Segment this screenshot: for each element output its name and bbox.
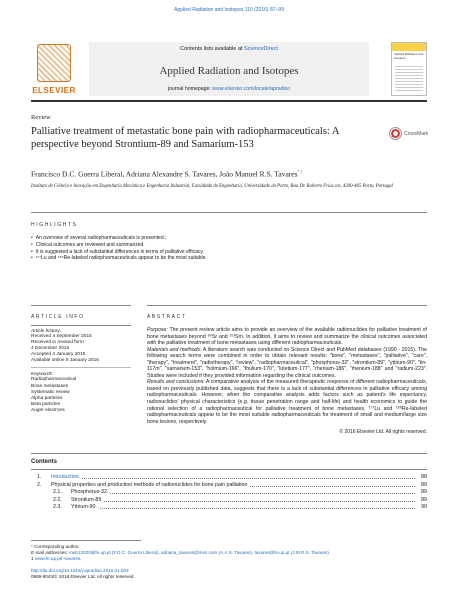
- highlight-item: • It is suggested a lack of substantial differences in terms of palliative efficacy.: [31, 249, 427, 256]
- journal-title: Applied Radiation and Isotopes: [159, 65, 299, 77]
- methods-label: Materials and methods:: [147, 346, 202, 353]
- highlight-item: • An overview of several radiopharmaceuticals is presented.;: [31, 235, 427, 242]
- elsevier-logo[interactable]: [31, 42, 77, 96]
- abstract-heading: ABSTRACT: [147, 314, 187, 320]
- toc-page: 89: [421, 489, 427, 495]
- toc-entry[interactable]: [31, 497, 427, 505]
- toc-number: 1.: [37, 474, 42, 480]
- article-info-column: [31, 314, 131, 414]
- keyword: Radiopharmaceutical: [31, 377, 77, 383]
- toc-page: 90: [421, 504, 427, 510]
- crossmark-icon: [389, 127, 402, 140]
- highlight-item: • ¹⁷⁷Lu and ¹⁸⁸Re-labeled radiopharmaceuticals appear to be the most suitable.: [31, 255, 427, 262]
- toc-number: 2.: [37, 481, 42, 488]
- publisher-name: ELSEVIER: [32, 86, 76, 95]
- abstract-divider: [147, 305, 427, 306]
- purpose-text: The present review article aims to provide an overview of the available radionuclides for palliative treatment of bone metastases beyond ⁸⁹Sr and ¹⁵³Sm. In addition, it aims to review and summarize the clinical outcomes associated with the palliative treatment of bone metastases using different radiopharmaceuticals.: [147, 327, 427, 347]
- journal-homepage-line: [89, 86, 369, 92]
- url-mark: 1: [31, 556, 35, 561]
- footnote-rule: [31, 540, 141, 541]
- highlight-item: • Clinical outcomes are reviewed and summarized.: [31, 242, 427, 249]
- toc-link[interactable]: Phosphorus-32.: [71, 489, 109, 495]
- homepage-footnote: [31, 556, 331, 562]
- history-line: Received 4 September 2015: [31, 334, 92, 339]
- contents-divider: [31, 453, 427, 454]
- doi-link[interactable]: http://dx.doi.org/10.1016/j.apradiso.2016.01.003: [31, 568, 129, 573]
- author-list: [31, 169, 427, 179]
- journal-reference[interactable]: Applied Radiation and Isotopes 110 (2016) 87–99: [174, 7, 284, 13]
- toc-link[interactable]: Strontium-89: [71, 496, 102, 503]
- article-type: Review: [31, 114, 51, 121]
- results-text: A comparative analysis of the measured therapeutic response of different radiopharmaceuticals, based on previously published data, suggests that there is a lack of substantial differences in palliative efficacy among radiopharmaceuticals. However, when the comparative analysis adds factors such as patient's life expectancy, radionuclides' physical characteristics (e.g. tissue penetration range and half-life) and health economics to guide the rational selection of a radiopharmaceutical for palliative treatment of bone metastases, ¹⁷⁷Lu and ¹⁸⁸Re-labeled radiopharmaceuticals appear to be the most suitable radiopharmaceuticals for treatment of small and medium/large size bone lesions, respectively.: [147, 379, 427, 425]
- toc-entry[interactable]: [31, 474, 427, 482]
- author-affiliation: Instituto de Ciência e Inovação em Engenharia Mecânica e Engenharia Industrial, Faculdade de Engenharia, Universidade do Porto, Rua Dr. Roberto Frias s/n, 4200-465 Porto, Portugal: [31, 184, 393, 189]
- methods-text: A literature search was conducted on Science Direct and PubMed databases (1990 - 2015). The following search terms were combined in order to obtain relevant results: "bone", "metastases", "palliative", "care", "therapy", "treatment", "radiotherapy", "review", "radiopharmaceutical", "phosphorus-32", "strontium-89", "yttrium-90", "tin-117m", "samarium-153", "holmium-166", "thulium-170", "lutetium-177", "rhenium-186", "rhenium-188" and "radium-223". Studies were included if they provided information regarding the clinical outcomes.: [147, 346, 427, 379]
- abstract-purpose: [147, 327, 427, 347]
- toc-page: 88: [421, 474, 427, 480]
- keywords-label: Keywords:: [31, 372, 54, 378]
- history-line: 4 December 2015: [31, 346, 70, 352]
- toc-leader-dots: [71, 508, 415, 509]
- results-label: Results and conclusions:: [147, 379, 205, 386]
- author-footnote-marks[interactable]: *,1: [297, 169, 303, 174]
- abstract-methods: [147, 347, 427, 380]
- journal-header: [31, 42, 427, 96]
- abstract-results: [147, 379, 427, 425]
- contents-available-line: [89, 46, 369, 52]
- article-title: Palliative treatment of metastatic bone pain with radiopharmaceuticals: A perspective beyond Strontium-89 and Samarium-153: [31, 126, 339, 150]
- corresponding-author-note: * Corresponding author.: [31, 544, 80, 549]
- email-links[interactable]: meb12020@fe.up.pt (F.D.C. Guerra Liberal), adriana_tavares@msn.com (A.A.S. Tavares), tavares@fe.up.pt (J.M.R.S. Tavares).: [69, 550, 331, 555]
- cover-title: Applied Radiation and Isotopes: [394, 52, 424, 60]
- crossmark-label: CrossMark: [404, 131, 429, 137]
- highlights-heading: HIGHLIGHTS: [31, 222, 78, 228]
- article-info-inner-rule: [31, 325, 131, 326]
- header-divider: [31, 100, 427, 102]
- contents-prefix: Contents lists available at: [180, 46, 244, 52]
- keyword: Alpha particles: [31, 395, 63, 401]
- issn-line: 0969-8043/© 2016 Elsevier Ltd. All rights reserved.: [31, 574, 135, 579]
- highlights-list: [31, 235, 427, 262]
- toc-leader-dots: [71, 501, 415, 502]
- toc-entry[interactable]: [31, 489, 427, 497]
- journal-cover-thumbnail[interactable]: [391, 42, 427, 96]
- toc-leader-dots: [51, 478, 415, 479]
- history-line: Received in revised form: [31, 340, 84, 346]
- article-history-label: Article history:: [31, 329, 62, 334]
- cover-lines: [395, 65, 423, 91]
- contents-heading: Contents: [31, 459, 57, 465]
- homepage-prefix: journal homepage:: [167, 86, 213, 92]
- keyword: Bone metastases: [31, 383, 69, 389]
- email-prefix: E-mail addresses:: [31, 550, 70, 555]
- homepage-link[interactable]: www.elsevier.com/locate/apradiso: [212, 86, 291, 92]
- author-url-link[interactable]: www.fe.up.pt/~tavares.: [34, 556, 82, 561]
- article-info-heading: ARTICLE INFO: [31, 314, 85, 320]
- toc-number: 2.2.: [53, 496, 62, 503]
- toc-link[interactable]: Yttrium-90.: [71, 504, 97, 510]
- toc-number: 2.1.: [53, 489, 62, 495]
- history-line: Available online 6 January 2016: [31, 358, 99, 364]
- crossmark-badge[interactable]: [389, 127, 429, 141]
- contents-heading-rule: [31, 469, 427, 470]
- article-info-divider: [31, 305, 131, 306]
- abstract-column: [147, 314, 427, 435]
- abstract-body: [147, 327, 427, 425]
- toc-entry[interactable]: [31, 504, 427, 512]
- keywords-rule: [31, 367, 131, 368]
- toc-link[interactable]: Introduction.: [51, 474, 81, 480]
- sciencedirect-link[interactable]: ScienceDirect: [243, 46, 278, 52]
- keyword: Auger electrons: [31, 407, 65, 413]
- table-of-contents: [31, 474, 427, 512]
- toc-link[interactable]: Physical properties and production methods of radionuclides for bone pain palliation: [51, 481, 248, 488]
- author-names[interactable]: Francisco D.C. Guerra Liberal, Adriana Alexandre S. Tavares, João Manuel R.S. Tavares: [31, 169, 298, 179]
- toc-entry[interactable]: [31, 482, 427, 490]
- toc-leader-dots: [71, 493, 415, 494]
- cover-color-bar: [392, 43, 426, 51]
- footnotes: [31, 544, 331, 580]
- history-line: Accepted 4 January 2016: [31, 352, 86, 358]
- copyright-notice: © 2016 Elsevier Ltd. All rights reserved.: [339, 429, 427, 436]
- purpose-label: Purpose:: [147, 327, 168, 333]
- keyword: Systematic review: [31, 389, 70, 395]
- toc-page: 89: [421, 481, 427, 488]
- toc-number: 2.3.: [53, 504, 62, 510]
- toc-page: 89: [421, 496, 427, 503]
- elsevier-tree-icon: [37, 44, 71, 82]
- keyword: Beta particles: [31, 401, 61, 407]
- journal-banner: [89, 42, 369, 96]
- highlights-divider-top: [31, 212, 427, 213]
